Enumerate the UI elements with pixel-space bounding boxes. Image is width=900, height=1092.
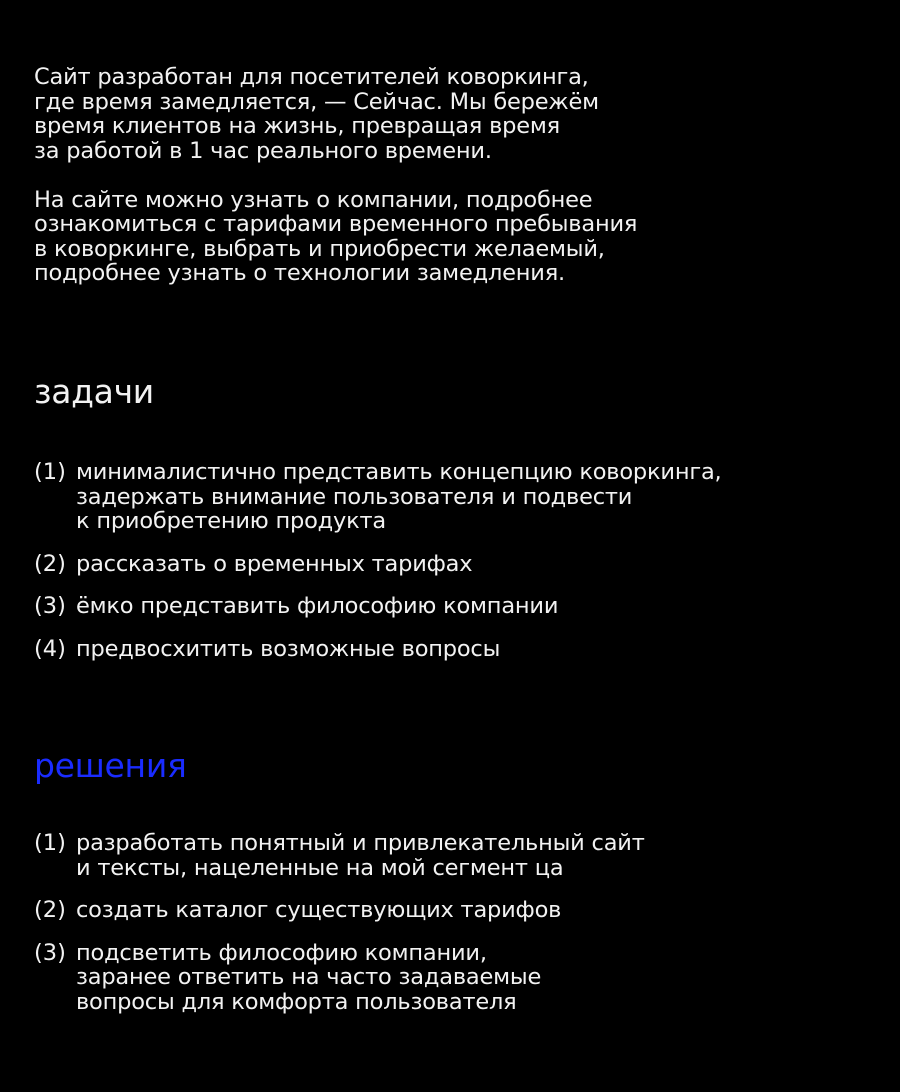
text-line: создать каталог существующих тарифов: [76, 897, 562, 923]
item-text: [76, 637, 500, 662]
solutions-list: [34, 831, 645, 1032]
intro-paragraph: [34, 188, 637, 286]
text-line: ознакомиться с тарифами временного пребывания: [34, 211, 638, 237]
list-item: [34, 898, 645, 923]
list-item: [34, 637, 722, 662]
item-number: (1): [34, 459, 66, 485]
list-item: [34, 552, 722, 577]
item-text: [76, 460, 722, 534]
text-line: минималистично представить концепцию коворкинга,: [76, 459, 722, 485]
text-line: задержать внимание пользователя и подвести: [76, 483, 633, 510]
item-number: (1): [34, 830, 66, 856]
tasks-heading: задачи: [34, 372, 154, 411]
list-item: [34, 831, 645, 880]
text-line: к приобретению продукта: [76, 508, 387, 534]
text-line: подсветить философию компании,: [76, 939, 487, 966]
text-line: На сайте можно узнать о компании, подробнее: [34, 186, 593, 213]
text-line: вопросы для комфорта пользователя: [76, 988, 517, 1015]
text-line: Сайт разработан для посетителей коворкинга,: [34, 64, 589, 90]
item-number: (2): [34, 550, 66, 577]
item-number: (3): [34, 939, 66, 966]
text-line: подробнее узнать о технологии замедления.: [34, 260, 565, 286]
tasks-list: [34, 460, 722, 679]
item-number: (2): [34, 897, 66, 923]
text-line: время клиентов на жизнь, превращая время: [34, 113, 560, 139]
text-line: и тексты, нацеленные на мой сегмент ца: [76, 854, 564, 881]
list-item: [34, 594, 722, 619]
item-text: [76, 941, 541, 1015]
text-line: предвосхитить возможные вопросы: [76, 635, 501, 662]
list-item: [34, 941, 645, 1015]
text-line: где время замедляется, — Сейчас. Мы бережём: [34, 88, 599, 115]
text-line: ёмко представить философию компании: [76, 593, 559, 619]
text-line: в коворкинге, выбрать и приобрести желаемый,: [34, 235, 605, 262]
item-number: (3): [34, 593, 66, 619]
text-line: рассказать о временных тарифах: [76, 550, 473, 577]
solutions-heading: решения: [34, 746, 187, 785]
item-text: [76, 552, 472, 577]
text-line: заранее ответить на часто задаваемые: [76, 964, 542, 990]
item-text: [76, 898, 561, 923]
item-text: [76, 831, 645, 880]
text-line: за работой в 1 час реального времени.: [34, 137, 492, 164]
list-item: [34, 460, 722, 534]
intro-paragraph: [34, 65, 637, 163]
item-number: (4): [34, 635, 66, 662]
intro-text: [34, 65, 637, 310]
item-text: [76, 594, 558, 619]
text-line: разработать понятный и привлекательный сайт: [76, 830, 645, 856]
